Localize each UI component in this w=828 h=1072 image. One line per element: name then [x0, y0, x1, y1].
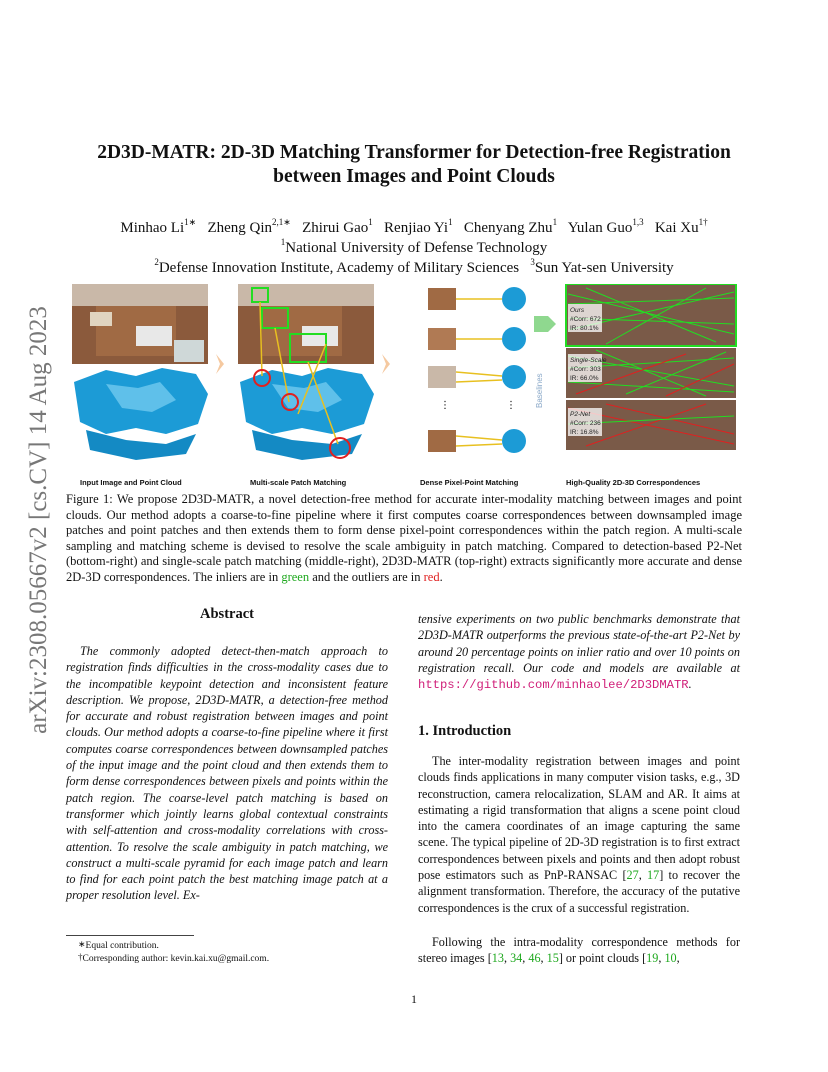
- input-point-cloud: [74, 368, 208, 460]
- author-block: [60, 218, 768, 278]
- abstract-text: The commonly adopted detect-then-match approach to registration finds difficulties in the cross-modality cases due to the incompatible keypoint detection and inconsistent feature description. We propose, 2D3D-MATR, a detection-free method for accurate and robust registration between images and point clouds. Our method adopts a coarse-to-fine pipeline where it first computes coarse correspondences between downsampled patches of the input image and the point cloud and then extends them to form dense correspondences between pixels and points within the patch region. The coarse-level patch matching is based on transformer which jointly learns global contextual constraints with self-attention and cross-modality correlations with cross-attention. To resolve the scale ambiguity in patch matching, we construct a multi-scale pyramid for each image patch and learn to find for each point patch the best matching image patch at a proper resolution level. Ex-: [66, 644, 388, 903]
- result-label: Single-Scale: [570, 357, 607, 364]
- arrow-1: [216, 354, 224, 374]
- affiliation-2-3: $^2$Defense Innovation Institute, Academy of Military Sciences $^3$Sun Yat-sen University: [154, 257, 674, 276]
- svg-text:⋮: ⋮: [440, 400, 450, 411]
- panel-label-dense: Dense Pixel-Point Matching: [420, 478, 519, 487]
- author-name: Zheng Qin$^{2,1∗}$: [207, 217, 291, 236]
- citation-link[interactable]: 10: [664, 951, 677, 966]
- footnote-rule: [66, 935, 194, 936]
- citation-link[interactable]: 13: [491, 951, 504, 966]
- affiliation-1: $^1$National University of Defense Technology: [280, 237, 548, 256]
- result-label: IR: 80.1%: [570, 325, 599, 332]
- code-link[interactable]: https://github.com/minhaolee/2D3DMATR: [418, 678, 689, 693]
- result-label: #Corr: 236: [570, 420, 601, 427]
- dense-matching-panel: [428, 287, 526, 453]
- footnote-2: †Corresponding author: kevin.kai.xu@gmail.com.: [78, 951, 270, 964]
- footnotes: [66, 940, 388, 965]
- abstract-heading: Abstract: [200, 606, 254, 622]
- intro-paragraph-1: The inter-modality registration between images and point clouds finds applications in many computer vision tasks, e.g., 3D reconstruction, camera relocalization, SLAM and AR. It aims at estimating a rigid transformation that aligns a scene point cloud into the camera coordinates of an image capturing the same scene. The typical pipeline of 2D-3D registration is to first extract correspondences between pixels and points and then adopt robust pose estimators such as PnP-RANSAC [27, 17] to recover the alignment transformation. Therefore, the accuracy of the putative correspondences is the crux of a successful registration.: [418, 754, 741, 915]
- result-label: Ours: [570, 307, 585, 314]
- arrow-3: [534, 316, 556, 332]
- author-list: [60, 218, 768, 238]
- result-label: IR: 16.8%: [570, 429, 599, 436]
- citation-link[interactable]: 27: [626, 868, 639, 883]
- page-number: 1: [411, 992, 417, 1006]
- intro-heading: 1. Introduction: [418, 723, 512, 739]
- results-panel: [535, 284, 736, 450]
- paper-title: 2D3D-MATR: 2D-3D Matching Transformer for Detection-free Registration between Images and Point Clouds: [97, 142, 731, 187]
- panel-label-multiscale: Multi-scale Patch Matching: [250, 478, 347, 487]
- citation-link[interactable]: 34: [510, 951, 523, 966]
- author-name: Yulan Guo$^{1,3}$: [567, 217, 644, 236]
- author-name: Kai $Xu^{1\dagger}$: [654, 217, 708, 236]
- result-label: #Corr: 303: [570, 366, 601, 373]
- figure-1: [66, 284, 742, 484]
- author-name: Renjiao Yi$^1$: [384, 217, 453, 236]
- citation-link[interactable]: 15: [546, 951, 559, 966]
- result-label: IR: 66.0%: [570, 375, 599, 382]
- citation-link[interactable]: 19: [646, 951, 659, 966]
- result-label: #Corr: 672: [570, 316, 601, 323]
- citation-link[interactable]: 46: [528, 951, 541, 966]
- multiscale-panel: [238, 284, 374, 460]
- panel-label-results: High-Quality 2D-3D Correspondences: [566, 478, 701, 487]
- author-name: Chenyang Zhu$^1$: [463, 217, 558, 236]
- footnote-1: ∗Equal contribution.: [78, 939, 159, 951]
- input-panel: [72, 284, 208, 460]
- citation-link[interactable]: 17: [647, 868, 660, 883]
- svg-text:⋮: ⋮: [506, 400, 516, 411]
- baselines-label: Baselines: [535, 373, 544, 408]
- arxiv-stamp: arXiv:2308.05667v2 [cs.CV] 14 Aug 2023: [25, 306, 52, 734]
- figure-caption: Figure 1: We propose 2D3D-MATR, a novel detection-free method for accurate inter-modality matching between images and point clouds. Our method adopts a coarse-to-fine pipeline where it first computes coarse correspondences between downsampled image patches and point patches and then extends them to form dense pixel-point correspondences within the patch region. A multi-scale sampling and matching scheme is devised to resolve the scale ambiguity in patch matching. Compared to detection-based P2-Net (bottom-right) and single-scale patch matching (middle-right), 2D3D-MATR (top-right) extracts significantly more accurate and dense 2D-3D correspondences. The inliers are in green and the outliers are in red.: [66, 492, 742, 584]
- author-name: Zhirui Gao$^1$: [302, 217, 373, 236]
- result-label: P2-Net: [570, 411, 591, 418]
- panel-label-input: Input Image and Point Cloud: [80, 478, 182, 487]
- arrow-2: [382, 354, 390, 374]
- author-name: Minhao $Li^{1∗}$: [120, 217, 197, 236]
- intro-paragraph-2: Following the intra-modality correspondence methods for stereo images [13, 34, 46, 15] or point clouds [19, 10,: [418, 935, 740, 966]
- abstract-continued: tensive experiments on two public benchmarks demonstrate that 2D3D-MATR outperforms the previous state-of-the-art P2-Net by around 20 percentage points on inlier ratio and over 10 points on registration recall. Our code and models are available at https://github.com/minhaolee/2D3DMATR.: [418, 612, 740, 693]
